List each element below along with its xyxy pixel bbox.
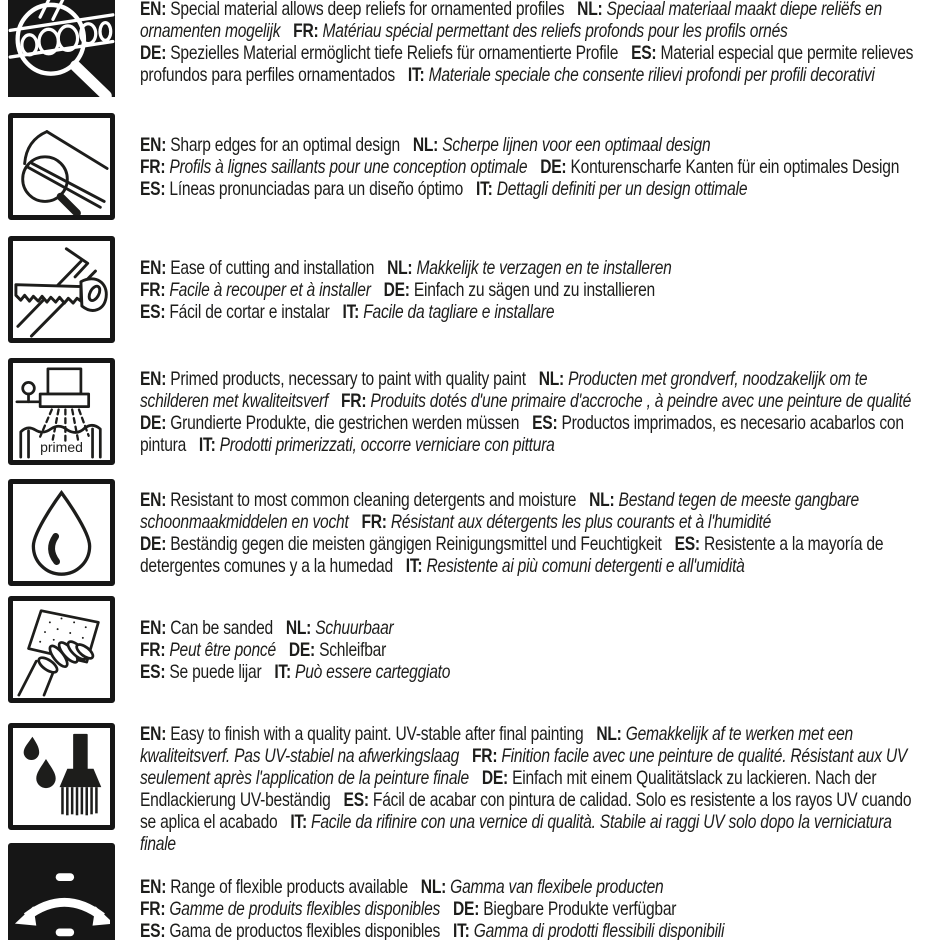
language-label: EN: — [140, 723, 167, 745]
lang-segment-de — [540, 156, 899, 178]
feature-description — [140, 134, 930, 200]
language-label: ES: — [140, 300, 166, 323]
language-text: Makkelijk te verzagen en te installeren — [416, 256, 672, 279]
feature-description — [140, 489, 930, 577]
lang-segment-fr — [140, 639, 276, 661]
language-label: FR: — [341, 389, 367, 412]
flexible-bend-arrows-icon — [8, 843, 115, 940]
ornamented-profile-magnifier-icon — [8, 0, 115, 97]
sharp-edges-magnifier-icon — [8, 113, 115, 220]
language-label: ES: — [140, 177, 166, 200]
language-label: ES: — [140, 919, 166, 940]
lang-segment-es — [140, 920, 440, 940]
language-label: FR: — [140, 897, 166, 920]
lang-segment-de — [140, 412, 519, 434]
language-text: Materiale speciale che consente rilievi profondi per profili decorativi — [428, 63, 875, 86]
language-text: Grundierte Produkte, die gestrichen werden müssen — [170, 411, 520, 434]
language-label: NL: — [387, 256, 413, 279]
lang-segment-it — [274, 661, 450, 683]
primer-spray-icon — [8, 358, 115, 465]
language-label: DE: — [540, 155, 567, 178]
language-label: EN: — [140, 256, 167, 279]
lang-segment-de — [140, 533, 662, 555]
language-label: DE: — [140, 532, 167, 555]
feature-row-primed-products — [0, 358, 940, 465]
language-text: Finition facile avec une peinture de qualité. Résistant aux UV seulement après l'application de la peinture finale — [140, 745, 908, 789]
language-text: Matériau spécial permettant des reliefs profonds pour les profils ornés — [322, 19, 788, 42]
lang-segment-fr — [293, 20, 787, 42]
language-label: EN: — [140, 616, 167, 639]
icon-caption: primed — [40, 439, 83, 455]
language-label: EN: — [140, 875, 167, 898]
language-text: Scherpe lijnen voor een optimaal design — [442, 133, 711, 156]
language-label: FR: — [140, 638, 166, 661]
language-label: DE: — [383, 278, 410, 301]
lang-segment-nl — [286, 617, 394, 639]
language-text: Easy to finish with a quality paint. UV-stable after final painting — [170, 723, 584, 745]
feature-description — [140, 723, 930, 855]
lang-segment-fr — [140, 898, 440, 920]
lang-segment-en — [140, 489, 576, 511]
lang-segment-nl — [387, 257, 671, 279]
language-label: ES: — [532, 411, 558, 434]
feature-description — [140, 0, 930, 86]
language-text: Speciaal materiaal maakt diepe reliëfs en ornamenten mogelijk — [140, 0, 882, 42]
language-label: IT: — [198, 433, 216, 456]
language-label: IT: — [453, 919, 470, 940]
language-label: FR: — [361, 510, 387, 533]
language-text: Líneas pronunciadas para un diseño óptimo — [169, 177, 464, 200]
language-text: Gamma di prodotti flessibili disponibili — [473, 919, 725, 940]
language-text: Konturenscharfe Kanten für ein optimales Design — [570, 155, 900, 178]
language-text: Special material allows deep reliefs for ornamented profiles — [170, 0, 565, 20]
language-text: Dettagli definiti per un design ottimale — [496, 177, 748, 200]
language-label: IT: — [476, 177, 493, 200]
feature-row-sharp-edges — [0, 113, 940, 220]
lang-segment-en — [140, 617, 273, 639]
language-label: NL: — [285, 616, 312, 639]
language-label: ES: — [674, 532, 700, 555]
lang-segment-es — [140, 178, 463, 200]
lang-segment-it — [343, 301, 555, 323]
lang-segment-nl — [413, 134, 711, 156]
language-label: NL: — [538, 367, 564, 390]
language-text: Bestand tegen de meeste gangbare schoonmaakmiddelen en vocht — [140, 488, 859, 533]
language-label: FR: — [140, 278, 166, 301]
language-text: Can be sanded — [170, 616, 273, 639]
lang-segment-de — [289, 639, 386, 661]
language-label: FR: — [472, 745, 498, 767]
language-label: ES: — [343, 789, 369, 811]
lang-segment-en — [140, 134, 400, 156]
language-text: Resistente ai più comuni detergenti e all'umidità — [426, 554, 745, 577]
language-text: Fácil de cortar e instalar — [169, 300, 330, 323]
lang-segment-de — [140, 42, 618, 64]
language-label: IT: — [405, 554, 423, 577]
language-text: Può essere carteggiato — [295, 660, 451, 683]
language-text: Biegbare Produkte verfügbar — [483, 897, 677, 920]
language-text: Gamme de produits flexibles disponibles — [169, 897, 441, 920]
language-label: EN: — [140, 367, 167, 390]
language-text: Produits dotés d'une primaire d'accroche , à peindre avec une peinture de qualité — [370, 389, 912, 412]
language-text: Facile da rifinire con una vernice di qualità. Stabile ai raggi UV solo dopo la verniciatura finale — [140, 811, 892, 855]
water-droplet-icon — [8, 479, 115, 586]
lang-segment-it — [408, 64, 875, 86]
language-text: Producten met grondverf, noodzakelijk om te schilderen met kwaliteitsverf — [140, 367, 868, 412]
feature-row-moisture-resistant — [0, 479, 940, 586]
lang-segment-it — [476, 178, 747, 200]
lang-segment-en — [140, 257, 374, 279]
language-text: Schleifbar — [319, 638, 387, 661]
language-label: DE: — [140, 411, 167, 434]
feature-description — [140, 368, 930, 456]
language-label: FR: — [293, 19, 319, 42]
language-label: DE: — [288, 638, 315, 661]
language-text: Primed products, necessary to paint with quality paint — [170, 367, 526, 390]
language-label: IT: — [407, 63, 425, 86]
language-label: EN: — [140, 488, 167, 511]
language-label: IT: — [290, 811, 307, 833]
language-label: FR: — [140, 155, 166, 178]
feature-description — [140, 257, 930, 323]
language-text: Schuurbaar — [315, 616, 394, 639]
language-text: Prodotti primerizzati, occorre verniciare con pittura — [219, 433, 555, 456]
language-text: Gama de productos flexibles disponibles — [169, 919, 441, 940]
lang-segment-en — [140, 876, 408, 898]
feature-row-easy-cutting — [0, 236, 940, 343]
language-text: Peut être poncé — [169, 638, 276, 661]
lang-segment-es — [140, 301, 330, 323]
language-text: Einfach mit einem Qualitätslack zu lackieren. Nach der Endlackierung UV-beständig — [140, 767, 877, 811]
language-text: Fácil de acabar con pintura de calidad. Solo es resistente a los rayos UV cuando se aplica el acabado — [140, 789, 912, 833]
language-text: Gemakkelijk af te werken met een kwaliteitsverf. Pas UV-stabiel na afwerkingslaag — [140, 723, 853, 767]
lang-segment-en — [140, 0, 564, 20]
language-text: Facile à recouper et à installer — [169, 278, 371, 301]
language-text: Sharp edges for an optimal design — [170, 133, 400, 156]
language-label: EN: — [140, 0, 167, 20]
language-label: DE: — [453, 897, 480, 920]
language-text: Ease of cutting and installation — [170, 256, 375, 279]
feature-row-sandable — [0, 596, 940, 703]
language-text: Resistente a la mayoría de detergentes comunes y a la humedad — [140, 532, 884, 577]
lang-segment-en — [140, 368, 526, 390]
language-text: Facile da tagliare e installare — [363, 300, 555, 323]
language-label: DE: — [481, 767, 509, 789]
language-text: Range of flexible products available — [170, 875, 408, 898]
language-text: Résistant aux détergents les plus courants et à l'humidité — [390, 510, 772, 533]
lang-segment-de — [384, 279, 655, 301]
lang-segment-fr — [361, 511, 771, 533]
feature-row-deep-reliefs — [0, 0, 940, 97]
language-text: Beständig gegen die meisten gängigen Reinigungsmittel und Feuchtigkeit — [170, 532, 662, 555]
sanding-hand-icon — [8, 596, 115, 703]
language-text: Einfach zu sägen und zu installieren — [413, 278, 655, 301]
lang-segment-it — [199, 434, 555, 456]
feature-row-finish-paint-uv — [0, 723, 940, 855]
language-text: Productos imprimados, es necesario acabarlos con pintura — [140, 411, 904, 456]
lang-segment-nl — [421, 876, 664, 898]
paint-drops-brush-icon — [8, 723, 115, 830]
feature-row-flexible-range — [0, 843, 940, 940]
language-label: IT: — [274, 660, 291, 683]
lang-segment-es — [140, 661, 261, 683]
language-label: ES: — [140, 660, 166, 683]
lang-segment-fr — [140, 279, 371, 301]
language-label: NL: — [589, 488, 615, 511]
feature-description — [140, 876, 930, 940]
feature-description — [140, 617, 930, 683]
language-label: EN: — [140, 133, 167, 156]
lang-segment-fr — [341, 390, 911, 412]
language-text: Resistant to most common cleaning detergents and moisture — [170, 488, 577, 511]
language-label: ES: — [631, 41, 657, 64]
language-label: NL: — [577, 0, 603, 20]
language-label: NL: — [420, 875, 447, 898]
lang-segment-it — [406, 555, 745, 577]
language-label: NL: — [596, 723, 622, 745]
language-text: Se puede lijar — [169, 660, 262, 683]
language-label: NL: — [412, 133, 439, 156]
lang-segment-de — [453, 898, 676, 920]
lang-segment-en — [140, 723, 583, 745]
lang-segment-fr — [140, 156, 527, 178]
language-text: Spezielles Material ermöglicht tiefe Reliefs für ornamentierte Profile — [170, 41, 619, 64]
lang-segment-it — [453, 920, 724, 940]
language-label: DE: — [140, 41, 167, 64]
language-text: Gamma van flexibele producten — [450, 875, 664, 898]
language-text: Material especial que permite relieves profundos para perfiles ornamentados — [140, 41, 914, 86]
hand-saw-cutting-icon — [8, 236, 115, 343]
language-text: Profils à lignes saillants pour une conception optimale — [169, 155, 528, 178]
language-label: IT: — [342, 300, 360, 323]
